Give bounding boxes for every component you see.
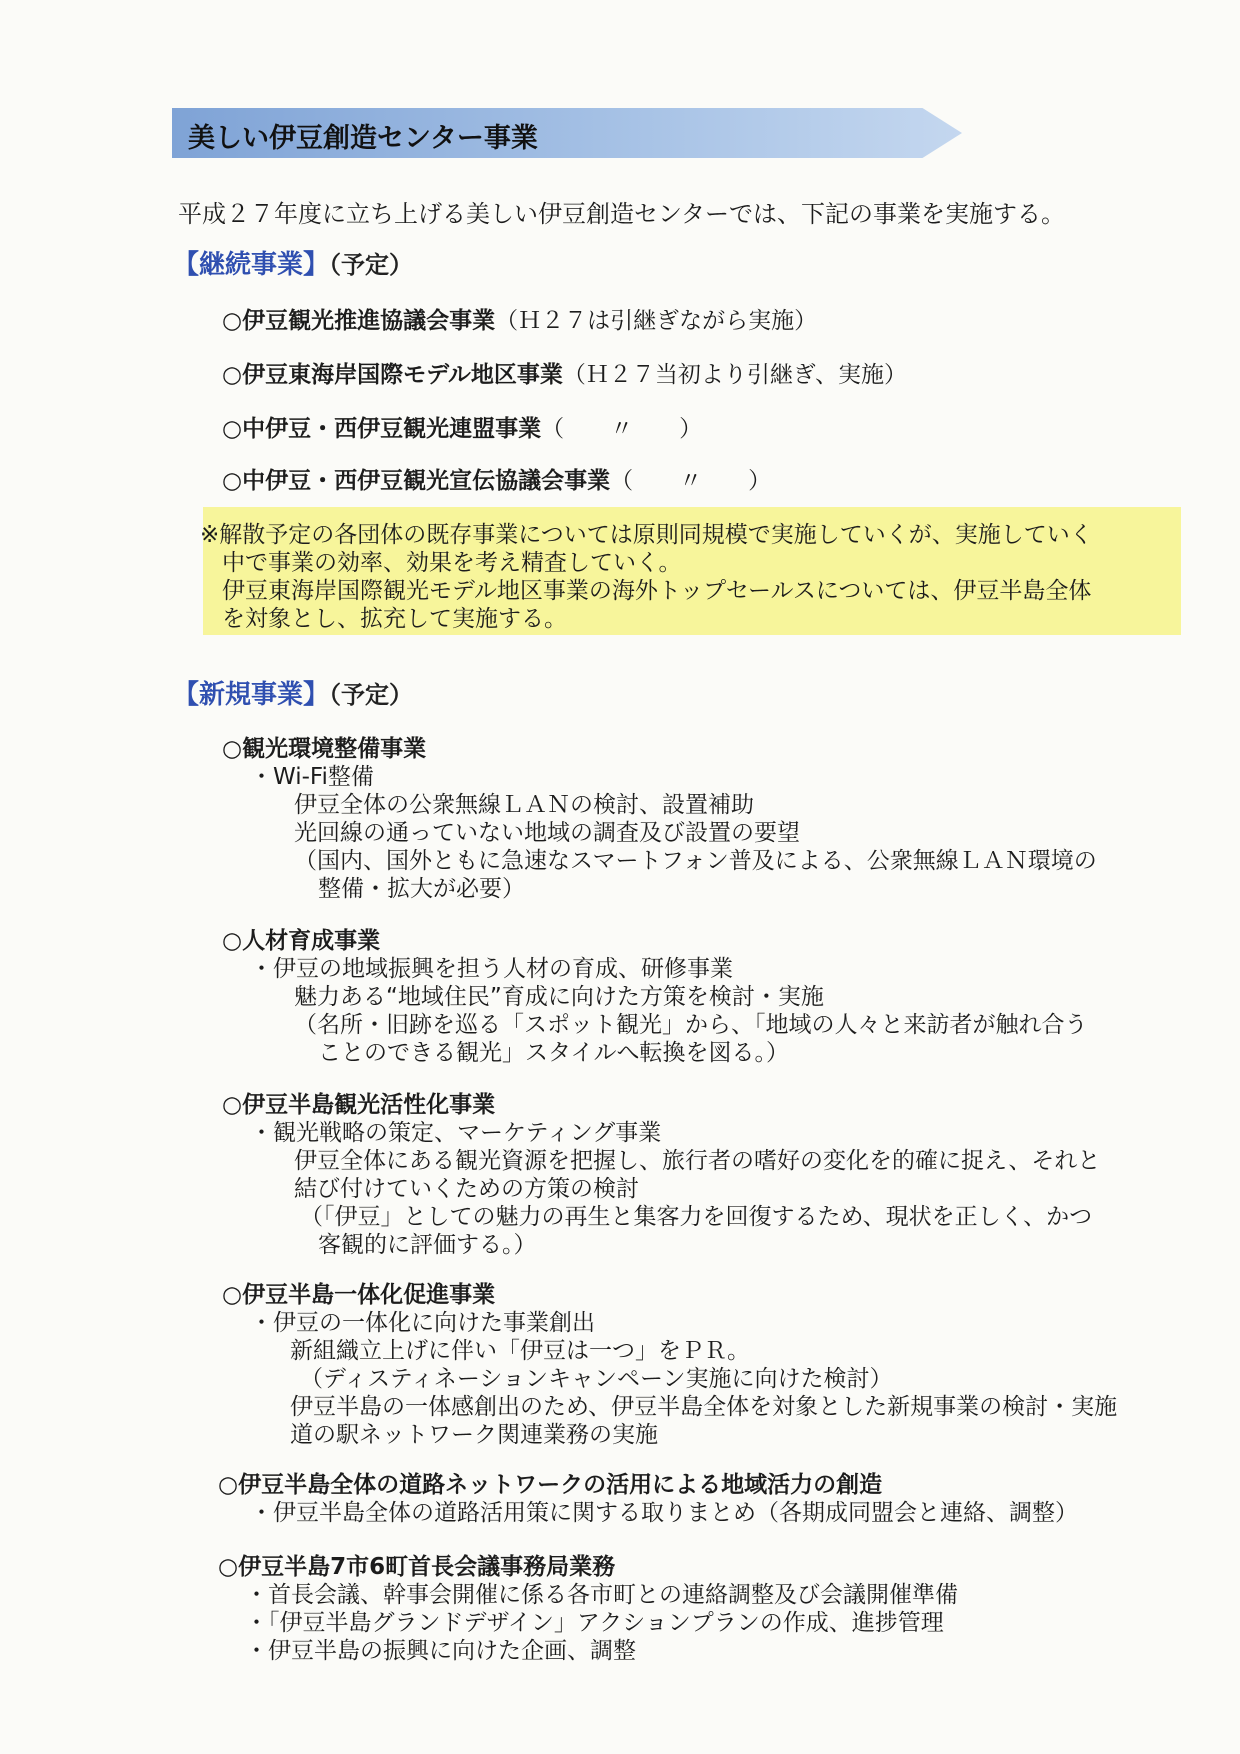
new-item-line: 光回線の通っていない地域の調査及び設置の要望 xyxy=(294,820,800,846)
new-heading xyxy=(173,674,413,711)
note-line: ※解散予定の各団体の既存事業については原則同規模で実施していくが、実施していく xyxy=(200,522,1093,548)
note-line: 伊豆東海岸国際観光モデル地区事業の海外トップセールスについては、伊豆半島全体 xyxy=(222,578,1092,604)
new-item-line: （国内、国外ともに急速なスマートフォン普及による、公衆無線ＬＡＮ環境の xyxy=(294,848,1097,874)
new-item-line: ・伊豆の一体化に向けた事業創出 xyxy=(250,1310,595,1336)
new-heading-label: 【新規事業】 xyxy=(173,680,330,710)
continuing-item: ○伊豆観光推進協議会事業（Ｈ２７は引継ぎながら実施） xyxy=(222,308,818,334)
continuing-heading xyxy=(173,244,413,281)
new-item-line: 客観的に評価する。） xyxy=(318,1232,537,1258)
new-item-line: 整備・拡大が必要） xyxy=(318,876,525,902)
new-item-title: ○伊豆半島全体の道路ネットワークの活用による地域活力の創造 xyxy=(218,1472,883,1498)
new-item-line: （ディスティネーションキャンペーン実施に向けた検討） xyxy=(300,1366,893,1392)
new-item-line: 伊豆半島の一体感創出のため、伊豆半島全体を対象とした新規事業の検討・実施 xyxy=(290,1394,1118,1420)
new-item-line: ・Wi-Fi整備 xyxy=(250,764,374,790)
new-item-line: ・伊豆の地域振興を担う人材の育成、研修事業 xyxy=(250,956,733,982)
new-item-line: 新組織立上げに伴い「伊豆は一つ」をＰＲ。 xyxy=(290,1338,750,1364)
note-line: を対象とし、拡充して実施する。 xyxy=(222,606,567,632)
new-item-title: ○伊豆半島一体化促進事業 xyxy=(222,1282,496,1308)
new-item-line: 結び付けていくための方策の検討 xyxy=(294,1176,639,1202)
new-item-line: ・「伊豆半島グランドデザイン」アクションプランの作成、進捗管理 xyxy=(245,1610,944,1636)
new-item-line: （名所・旧跡を巡る「スポット観光」から、「地域の人々と来訪者が触れ合う xyxy=(294,1012,1088,1038)
continuing-heading-sub: （予定） xyxy=(329,251,414,279)
continuing-item: ○伊豆東海岸国際モデル地区事業（Ｈ２７当初より引継ぎ、実施） xyxy=(222,362,908,388)
new-item-line: ・観光戦略の策定、マーケティング事業 xyxy=(250,1120,662,1146)
new-item-line: 道の駅ネットワーク関連業務の実施 xyxy=(290,1422,658,1448)
note-line: 中で事業の効率、効果を考え精査していく。 xyxy=(222,550,682,576)
page-title: 美しい伊豆創造センター事業 xyxy=(188,123,538,154)
continuing-heading-label: 【継続事業】 xyxy=(173,250,330,280)
continuing-item: ○中伊豆・西伊豆観光連盟事業（ 〃 ） xyxy=(222,416,703,442)
new-item-title: ○観光環境整備事業 xyxy=(222,736,427,762)
new-item-line: ・伊豆半島の振興に向けた企画、調整 xyxy=(245,1638,636,1664)
new-item-line: （「伊豆」としての魅力の再生と集客力を回復するため、現状を正しく、かつ xyxy=(300,1204,1093,1230)
new-item-line: ・伊豆半島全体の道路活用策に関する取りまとめ（各期成同盟会と連絡、調整） xyxy=(250,1500,1078,1526)
new-item-line: 伊豆全体の公衆無線ＬＡＮの検討、設置補助 xyxy=(294,792,754,818)
new-heading-sub: （予定） xyxy=(329,681,414,709)
new-item-title: ○伊豆半島観光活性化事業 xyxy=(222,1092,496,1118)
new-item-line: ことのできる観光」スタイルへ転換を図る。） xyxy=(318,1040,790,1066)
new-item-line: 魅力ある“地域住民”育成に向けた方策を検討・実施 xyxy=(294,984,824,1010)
intro-text: 平成２７年度に立ち上げる美しい伊豆創造センターでは、下記の事業を実施する。 xyxy=(178,200,1066,228)
new-item-line: 伊豆全体にある観光資源を把握し、旅行者の嗜好の変化を的確に捉え、それと xyxy=(294,1148,1101,1174)
continuing-item: ○中伊豆・西伊豆観光宣伝協議会事業（ 〃 ） xyxy=(222,468,772,494)
new-item-title: ○人材育成事業 xyxy=(222,928,381,954)
new-item-title: ○伊豆半島7市6町首長会議事務局業務 xyxy=(218,1554,616,1580)
new-item-line: ・首長会議、幹事会開催に係る各市町との連絡調整及び会議開催準備 xyxy=(245,1582,958,1608)
